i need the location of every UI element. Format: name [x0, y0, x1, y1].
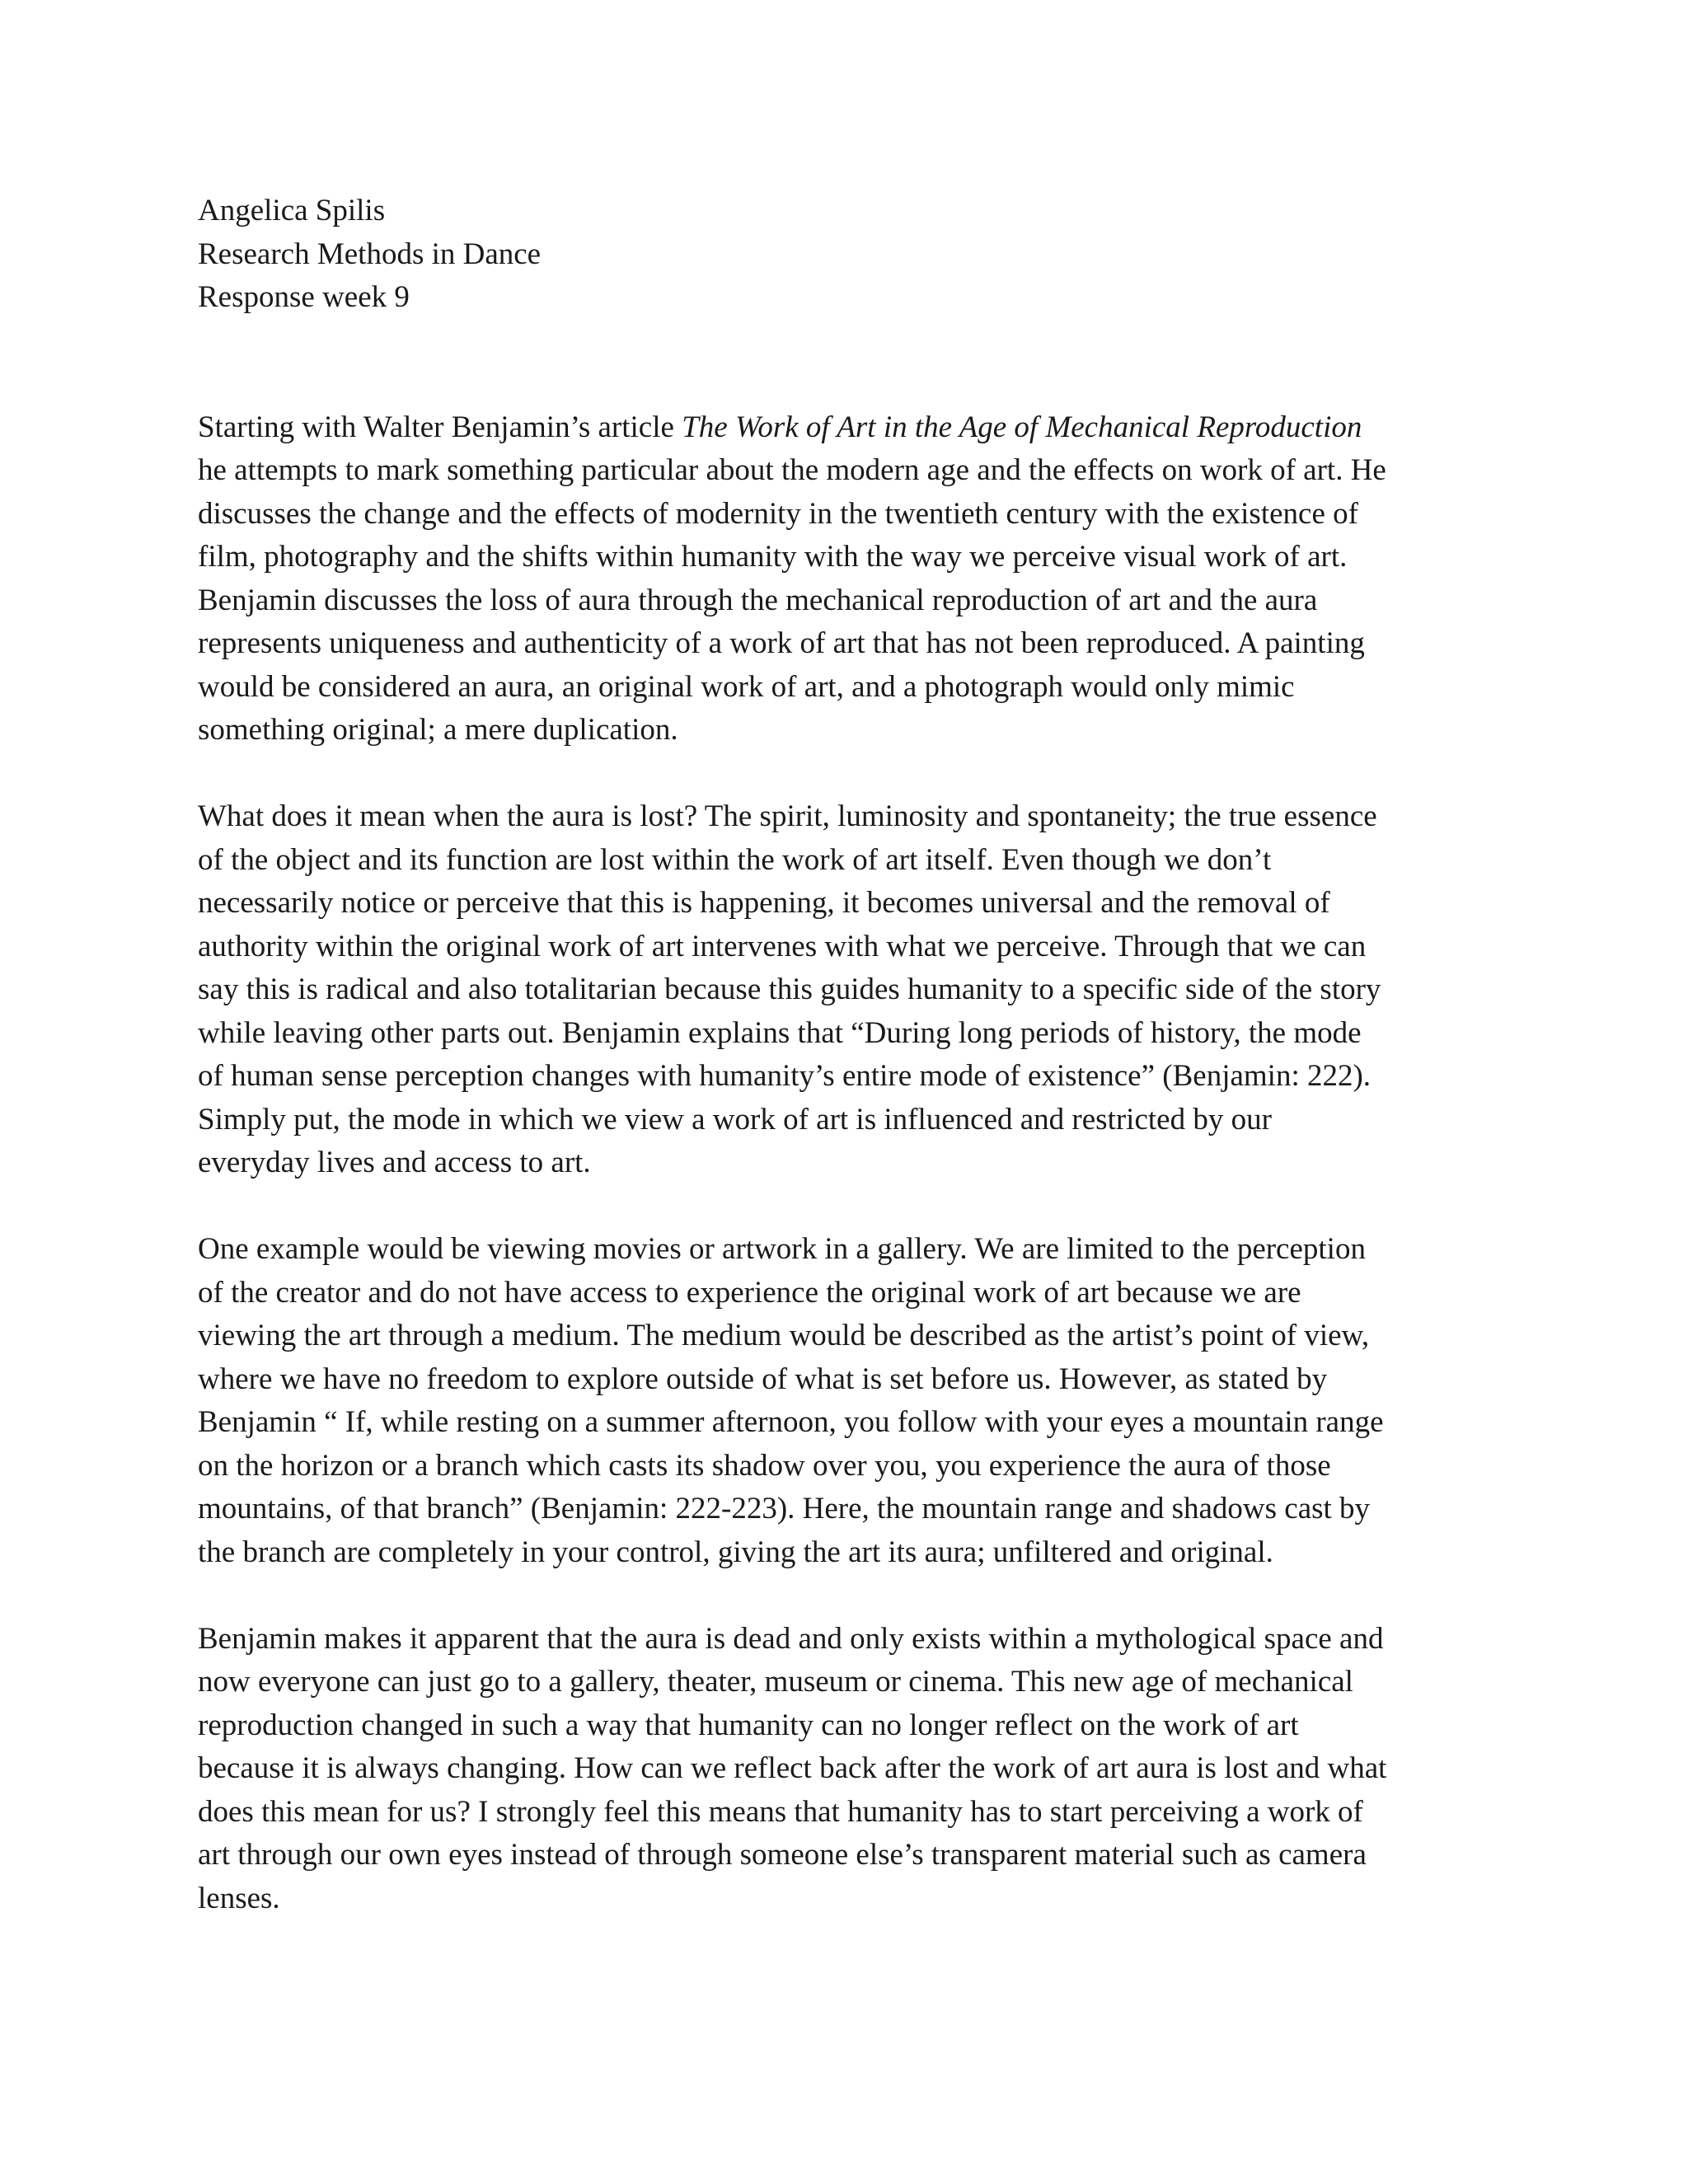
- text-line: Simply put, the mode in which we view a work of art is influenced and restricted by our: [198, 1102, 1272, 1137]
- paragraph-4: [198, 1618, 1492, 1921]
- text-line: he attempts to mark something particular about the modern age and the effects on work of art. He: [198, 453, 1386, 487]
- text-line: Benjamin “ If, while resting on a summer afternoon, you follow with your eyes a mountain range: [198, 1405, 1384, 1439]
- assignment-title: Response week 9: [198, 280, 410, 314]
- article-title: The Work of Art in the Age of Mechanical Reproduction: [682, 410, 1362, 444]
- text-line: authority within the original work of art intervenes with what we perceive. Through that we can: [198, 929, 1367, 963]
- text-line: the branch are completely in your control, giving the art its aura; unfiltered and original.: [198, 1535, 1273, 1569]
- text-line: something original; a mere duplication.: [198, 713, 678, 747]
- text-line: where we have no freedom to explore outside of what is set before us. However, as stated by: [198, 1361, 1328, 1396]
- text-line: everyday lives and access to art.: [198, 1146, 591, 1179]
- course-name: Research Methods in Dance: [198, 237, 542, 271]
- text-line: of the creator and do not have access to experience the original work of art because we are: [198, 1275, 1301, 1310]
- text-line: of the object and its function are lost within the work of art itself. Even though we don’t: [198, 842, 1272, 877]
- text-line: mountains, of that branch” (Benjamin: 222-223). Here, the mountain range and shadows cast by: [198, 1492, 1371, 1526]
- text-line: [198, 406, 1492, 450]
- text-line: lenses.: [198, 1881, 280, 1915]
- text-line: represents uniqueness and authenticity of a work of art that has not been reproduced. A painting: [198, 626, 1365, 660]
- text-line: Benjamin makes it apparent that the aura is dead and only exists within a mythological space and: [198, 1621, 1384, 1656]
- text-line: of human sense perception changes with humanity’s entire mode of existence” (Benjamin: 222).: [198, 1059, 1372, 1093]
- paragraph-2: [198, 795, 1492, 1185]
- line-text: Starting with Walter Benjamin’s article: [198, 410, 682, 444]
- paragraph-3: [198, 1228, 1492, 1574]
- paragraph-1: [198, 406, 1492, 752]
- text-line: discusses the change and the effects of modernity in the twentieth century with the existence of: [198, 496, 1358, 531]
- text-line: art through our own eyes instead of through someone else’s transparent material such as camera: [198, 1838, 1367, 1872]
- text-line: would be considered an aura, an original work of art, and a photograph would only mimic: [198, 669, 1295, 704]
- text-line: on the horizon or a branch which casts its shadow over you, you experience the aura of those: [198, 1448, 1331, 1483]
- text-line: One example would be viewing movies or artwork in a gallery. We are limited to the perception: [198, 1232, 1366, 1266]
- text-line: now everyone can just go to a gallery, theater, museum or cinema. This new age of mechanical: [198, 1665, 1353, 1699]
- text-line: viewing the art through a medium. The medium would be described as the artist’s point of view,: [198, 1319, 1370, 1352]
- text-line: What does it mean when the aura is lost? The spirit, luminosity and spontaneity; the true essence: [198, 799, 1377, 833]
- text-line: while leaving other parts out. Benjamin explains that “During long periods of history, the mode: [198, 1015, 1362, 1050]
- text-line: reproduction changed in such a way that humanity can no longer reflect on the work of art: [198, 1708, 1299, 1742]
- document-header: [198, 190, 1492, 320]
- text-line: say this is radical and also totalitarian because this guides humanity to a specific side of the story: [198, 972, 1381, 1006]
- text-line: Benjamin discusses the loss of aura through the mechanical reproduction of art and the aura: [198, 583, 1318, 617]
- text-line: because it is always changing. How can we reflect back after the work of art aura is lost and what: [198, 1751, 1387, 1785]
- text-line: necessarily notice or perceive that this is happening, it becomes universal and the removal of: [198, 886, 1330, 920]
- document-page: [198, 190, 1492, 1920]
- author-name: Angelica Spilis: [198, 194, 386, 227]
- text-line: film, photography and the shifts within humanity with the way we perceive visual work of art.: [198, 540, 1348, 574]
- text-line: does this mean for us? I strongly feel this means that humanity has to start perceiving a work of: [198, 1794, 1363, 1829]
